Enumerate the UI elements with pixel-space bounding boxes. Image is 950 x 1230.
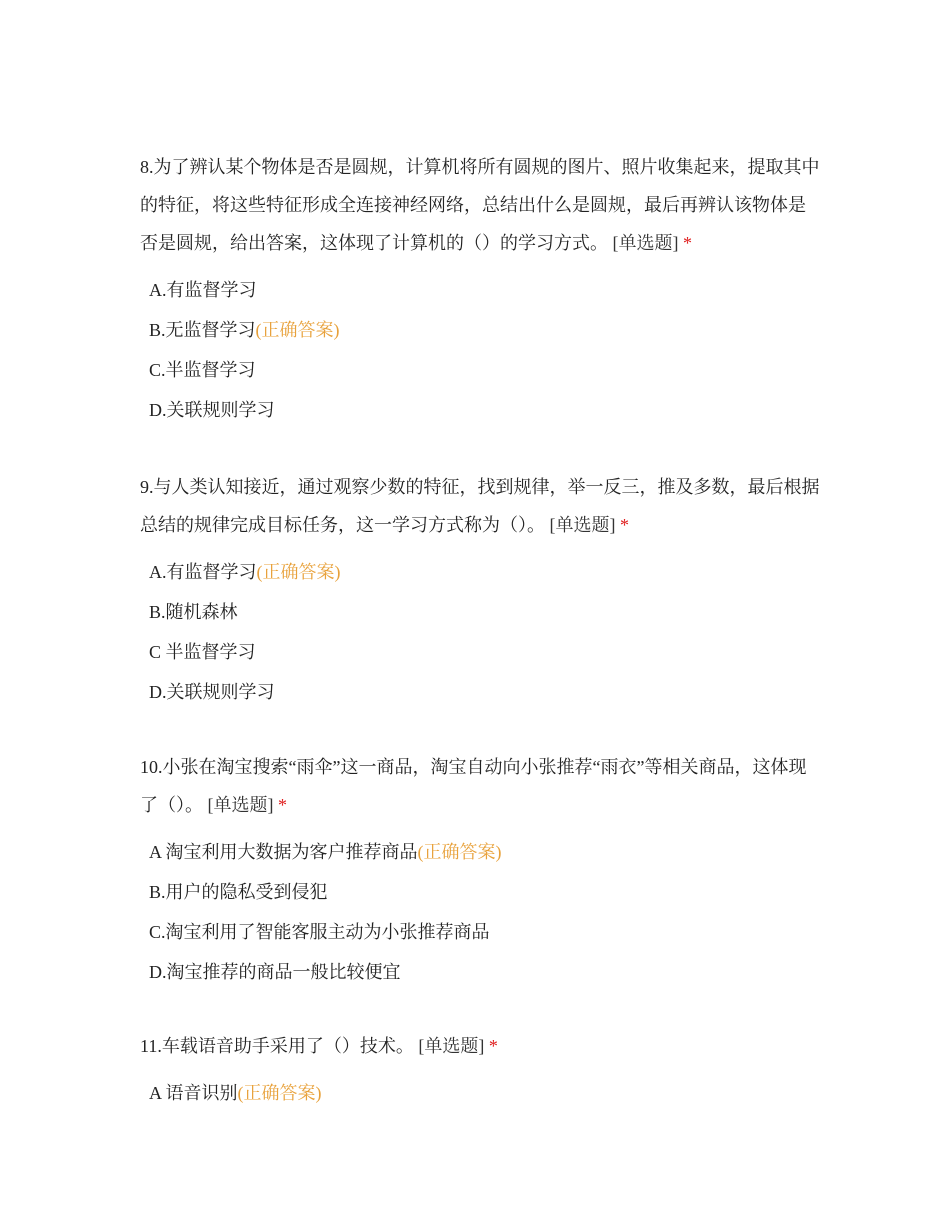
- correct-answer-tag: (正确答案): [237, 1083, 322, 1103]
- question-type: [单选题]: [207, 795, 274, 815]
- correct-answer-tag: (正确答案): [417, 842, 502, 862]
- option-d: D.关联规则学习: [149, 682, 275, 702]
- correct-answer-tag: (正确答案): [255, 320, 340, 340]
- question-type: [单选题]: [418, 1036, 485, 1056]
- required-mark: *: [278, 795, 287, 815]
- option-list: [140, 832, 820, 992]
- required-mark: *: [488, 1036, 498, 1056]
- option-c: C 半监督学习: [149, 642, 256, 662]
- option-list: [140, 552, 820, 712]
- required-mark: *: [620, 515, 629, 535]
- option-a: A 语音识别(正确答案): [149, 1083, 322, 1103]
- option-list: [140, 270, 820, 430]
- option-c: C.淘宝利用了智能客服主动为小张推荐商品: [149, 922, 490, 942]
- option-a: A 淘宝利用大数据为客户推荐商品(正确答案): [149, 842, 502, 862]
- option-list: [140, 1073, 820, 1113]
- question-text: 8.为了辨认某个物体是否是圆规，计算机将所有圆规的图片、照片收集起来，提取其中的特征，将这些特征形成全连接神经网络，总结出什么是圆规，最后再辨认该物体是否是圆规，给出答案，这体现了计算机的（）的学习方式。 [单选题] *: [140, 157, 820, 253]
- option-b: B.无监督学习(正确答案): [149, 320, 340, 340]
- question-type: [单选题]: [612, 233, 679, 253]
- question-8: [140, 148, 820, 430]
- question-11: [140, 1027, 820, 1113]
- option-a: A.有监督学习: [149, 280, 257, 300]
- required-mark: *: [683, 233, 692, 253]
- question-text: 9.与人类认知接近，通过观察少数的特征，找到规律，举一反三，推及多数，最后根据总结的规律完成目标任务，这一学习方式称为（）。 [单选题] *: [140, 477, 820, 535]
- option-b: B.随机森林: [149, 602, 238, 622]
- question-type: [单选题]: [549, 515, 616, 535]
- option-a: A.有监督学习(正确答案): [149, 562, 341, 582]
- option-d: D.淘宝推荐的商品一般比较便宜: [149, 962, 401, 982]
- question-10: [140, 748, 820, 992]
- option-c: C.半监督学习: [149, 360, 256, 380]
- option-b: B.用户的隐私受到侵犯: [149, 882, 328, 902]
- option-d: D.关联规则学习: [149, 400, 275, 420]
- question-9: [140, 468, 820, 712]
- question-text: 11.车载语音助手采用了（）技术。 [单选题] *: [140, 1036, 498, 1056]
- correct-answer-tag: (正确答案): [256, 562, 341, 582]
- question-text: 10.小张在淘宝搜索“雨伞”这一商品，淘宝自动向小张推荐“雨衣”等相关商品，这体现了（）。 [单选题] *: [140, 757, 807, 815]
